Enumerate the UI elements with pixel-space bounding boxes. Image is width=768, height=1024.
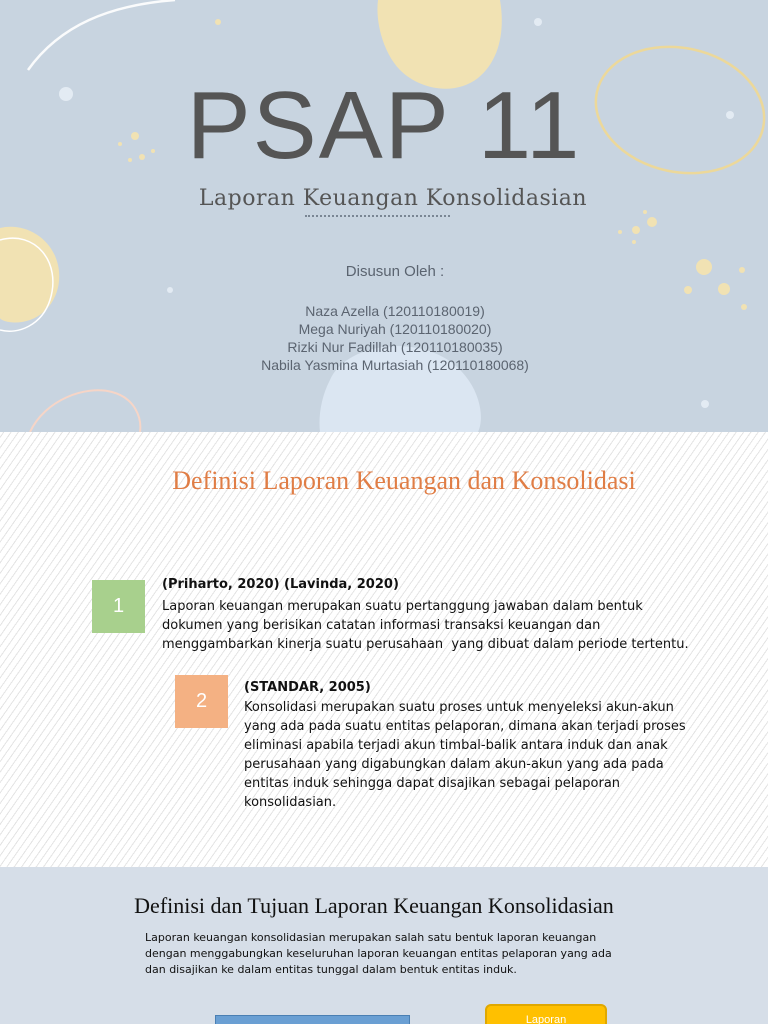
definition-text <box>244 698 694 812</box>
text-line: dan disajikan ke dalam entitas tunggal dalam bentuk entitas induk. <box>145 963 517 976</box>
author-list <box>0 302 768 374</box>
white-dot <box>167 287 173 293</box>
slide-title: Definisi dan Tujuan Laporan Keuangan Konsolidasian <box>134 893 614 918</box>
definition-slide <box>0 432 768 867</box>
yellow-dot <box>618 230 622 234</box>
slide-title: Definisi Laporan Keuangan dan Konsolidasi <box>172 466 636 495</box>
author-name: Mega Nuriyah (120110180020) <box>298 321 492 337</box>
description-text <box>145 930 650 978</box>
author-name: Rizki Nur Fadillah (120110180035) <box>287 339 503 355</box>
presentation-title: PSAP 11 <box>186 72 582 179</box>
title-slide <box>0 0 768 432</box>
subtitle-underline <box>305 215 450 217</box>
number-badge: 1 <box>92 580 145 633</box>
text-line: dokumen yang berisikan catatan informasi transaksi keuangan dan <box>162 618 601 633</box>
text-line: entitas induk sehingga dapat disajikan sebagai pelaporan <box>244 776 621 791</box>
yellow-dot <box>684 286 692 294</box>
text-line: Konsolidasi merupakan suatu proses untuk menyeleksi akun-akun <box>244 700 674 715</box>
peach-arc-bottom-left <box>30 390 140 432</box>
white-arc-top-left <box>28 0 175 70</box>
text-line: konsolidasian. <box>244 795 337 810</box>
white-dot <box>534 18 542 26</box>
author-heading: Disusun Oleh : <box>345 263 445 280</box>
text-line: perusahaan yang digabungkan dalam akun-akun yang ada pada <box>244 757 664 772</box>
yellow-dot <box>215 19 221 25</box>
yellow-dot <box>632 240 636 244</box>
yellow-diagram-box: Laporan <box>485 1004 607 1024</box>
presentation-subtitle: Laporan Keuangan Konsolidasian <box>198 186 588 211</box>
blue-diagram-box <box>215 1015 410 1024</box>
definition-text <box>162 597 702 654</box>
yellow-dot <box>718 283 730 295</box>
text-line: dengan menggabungkan keseluruhan laporan keuangan entitas pelaporan yang ada <box>145 947 612 960</box>
author-name: Nabila Yasmina Murtasiah (120110180068) <box>261 357 529 373</box>
purpose-slide <box>0 867 768 1024</box>
text-line: menggambarkan kinerja suatu perusahaan yang dibuat dalam periode tertentu. <box>162 637 689 652</box>
yellow-dot <box>632 226 640 234</box>
author-name: Naza Azella (120110180019) <box>305 303 485 319</box>
number-badge: 2 <box>175 675 228 728</box>
text-line: yang ada pada suatu entitas pelaporan, dimana akan terjadi proses <box>244 719 686 734</box>
citation: (STANDAR, 2005) <box>244 680 371 695</box>
text-line: eliminasi apabila terjadi akun timbal-balik antara induk dan anak <box>244 738 668 753</box>
yellow-dot <box>647 217 657 227</box>
citation: (Priharto, 2020) (Lavinda, 2020) <box>162 577 399 592</box>
text-line: Laporan keuangan merupakan suatu pertanggung jawaban dalam bentuk <box>162 599 643 614</box>
text-line: Laporan keuangan konsolidasian merupakan salah satu bentuk laporan keuangan <box>145 931 597 944</box>
white-dot <box>701 400 709 408</box>
